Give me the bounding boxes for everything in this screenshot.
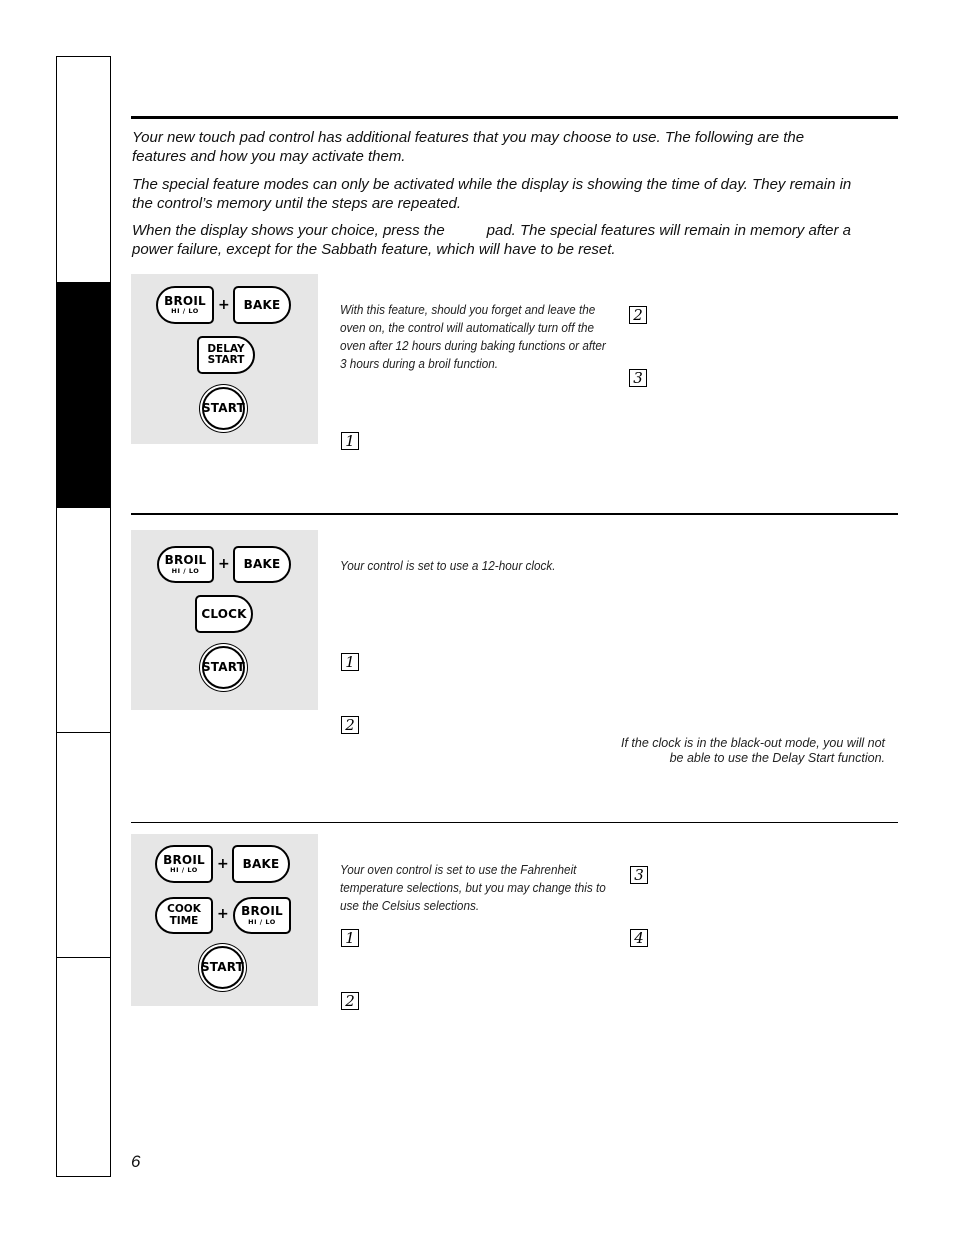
broil-pad [156,286,214,324]
bake-pad [232,845,290,883]
start-pad [202,387,245,430]
plus-sign: + [218,297,230,313]
start-pad [202,646,245,689]
intro-paragraph-2: The special feature modes can only be activated while the display is showing the time of day. They remain in the control’s memory until the steps are repeated. [132,176,852,212]
tab-care [57,507,110,732]
section-3-rule [131,822,898,823]
start-pad-label: START [201,401,246,416]
broil-pad [155,845,213,883]
bake-pad-label: BAKE [243,557,281,572]
broil-pad-sublabel: HI / LO [171,566,200,575]
step-3-box: 3 [630,866,648,884]
bake-pad [233,286,291,324]
cook-pad-line1: COOK [167,903,201,916]
broil-pad-label: BROIL [164,293,206,308]
cook-pad-line2: TIME [169,914,199,927]
step-2-box: 2 [341,716,359,734]
tab-safety [57,57,110,282]
page-number: 6 [131,1152,141,1171]
broil-pad-label: BROIL [164,553,207,568]
black-out-note: If the clock is in the black-out mode, you will not be able to use the Delay Start function. [620,736,885,765]
step-1-box: 1 [341,432,359,450]
bake-pad-label: BAKE [243,297,281,312]
intro-paragraph-1: Your new touch pad control has additional features that you may choose to use. The following are the features and how you may activate them. [132,129,805,165]
temperature-description: Your oven control is set to use the Fahrenheit temperature selections, but you may change this to use the Celsius selections. [340,863,606,913]
clock-pad-label: CLOCK [201,606,247,621]
plus-sign: + [217,856,229,872]
step-2-box: 2 [629,306,647,324]
auto-off-description: With this feature, should you forget and leave the oven on, the control will automatically turn off the oven after 12 hours during baking functions or after 3 hours during a broil function. [340,303,606,371]
broil-pad-2-label: BROIL [241,904,283,919]
section-tab-strip [56,56,111,1177]
tab-installation [57,732,110,957]
delay-pad-line2: START [207,354,245,366]
clock-pad [195,595,253,633]
delay-start-pad [197,336,255,374]
clock-description: Your control is set to use a 12-hour clock. [340,559,556,573]
plus-sign: + [218,556,230,572]
start-pad [201,946,244,989]
bake-pad-label: BAKE [242,856,280,871]
broil-pad-label: BROIL [163,852,205,867]
step-3-box: 3 [629,369,647,387]
broil-pad-sublabel: HI / LO [171,307,199,316]
step-4-box: 4 [630,929,648,947]
intro-paragraph-3 [132,221,852,259]
section-2-rule [131,513,898,515]
header-rule [131,116,898,119]
tab-troubleshooting [57,957,110,1176]
cook-time-pad [155,897,213,934]
broil-pad-sublabel: HI / LO [170,866,198,875]
broil-pad [157,546,214,583]
step-1-box: 1 [341,929,359,947]
broil-pad-2-sublabel: HI / LO [248,917,276,926]
intro-p3-before: When the display shows your choice, press the [132,222,445,239]
start-pad-label: START [201,660,246,675]
delay-pad-line1: DELAY [207,342,245,355]
step-2-box: 2 [341,992,359,1010]
step-1-box: 1 [341,653,359,671]
start-pad-label: START [200,960,245,975]
intro-p3-after: pad. The special features will remain in memory after a power failure, except for the Sabbath feature, which will have to be reset. [132,222,851,258]
tab-operating-active [57,282,110,507]
broil-pad-2 [233,897,291,934]
bake-pad [233,546,291,583]
plus-sign: + [217,906,229,922]
